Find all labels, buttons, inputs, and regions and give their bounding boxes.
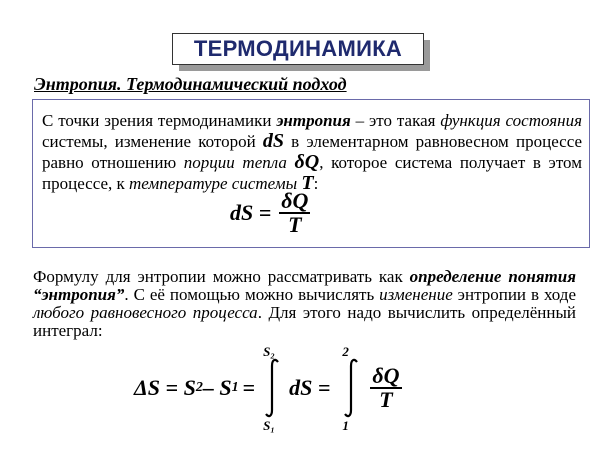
integral-icon	[261, 358, 283, 418]
definition-text: С точки зрения термодинамики энтропия – это такая функция состояния системы, изменение которой dS в элементарном равновесном процессе равно отношению порции тепла δQ, которое система получает в этом процессе, к температуре системы T:	[42, 111, 583, 194]
title-box	[172, 33, 424, 65]
formula2-denominator: T	[379, 387, 393, 412]
t-symbol: T	[301, 172, 314, 194]
def-text-6: , которое система получает в этом процессе, к	[42, 153, 582, 193]
entropy-term: энтропия	[276, 111, 351, 130]
integral-icon	[340, 358, 362, 418]
change-term: изменение	[379, 285, 453, 304]
temperature-term: температуре системы	[129, 174, 298, 193]
formula1-lhs: dS =	[230, 200, 272, 225]
ds-symbol: dS	[262, 130, 284, 152]
page-title: ТЕРМОДИНАМИКА	[193, 36, 403, 61]
section-subtitle: Энтропия. Термодинамический подход	[34, 74, 347, 94]
integral-formula: ΔS = S 2 – S 1 = S₂ S₁ dS = 2 1 $\frac{\delta Q}{T}$	[134, 344, 400, 433]
integral1-lower: S₁	[263, 418, 275, 433]
integral2-lower: 1	[342, 418, 349, 433]
paragraph-integral: Формулу для энтропии можно рассматривать как определение понятия “энтропия”. С её помощью можно вычислять изменение энтропии в ходе любого равновесного процесса. Для этого надо вычислить определённый интеграл:	[33, 267, 576, 340]
formula2-lhs: ΔS = S	[134, 375, 196, 400]
formula1-fraction	[279, 190, 310, 236]
def-text-3: системы, изменение которой	[42, 132, 263, 151]
formula1-numerator: δQ	[281, 188, 309, 213]
formula2-numerator: δQ	[372, 363, 400, 388]
integral-sign-2	[340, 344, 362, 433]
formula2-fraction	[370, 365, 401, 411]
heat-portion-term: порции тепла	[183, 153, 287, 172]
integral1-upper: S₂	[263, 344, 275, 359]
entropy-formula	[230, 190, 310, 236]
dq-symbol: δQ	[294, 151, 320, 173]
integral2-upper: 2	[342, 344, 349, 359]
formula1-denominator: T	[288, 212, 302, 237]
def-text-4: в элементарном равновесном процессе равно отношению	[42, 132, 583, 172]
state-function-term: функция состояния	[440, 111, 582, 130]
def-text-1: С точки зрения термодинамики	[42, 111, 277, 130]
any-process-term: любого равновесного процесса	[33, 303, 258, 322]
integral1-body: dS =	[289, 375, 331, 400]
integral-sign-1	[261, 344, 283, 433]
def-text-2: – это такая	[350, 111, 441, 130]
definition-term: определение понятия “энтропия”	[33, 267, 576, 304]
